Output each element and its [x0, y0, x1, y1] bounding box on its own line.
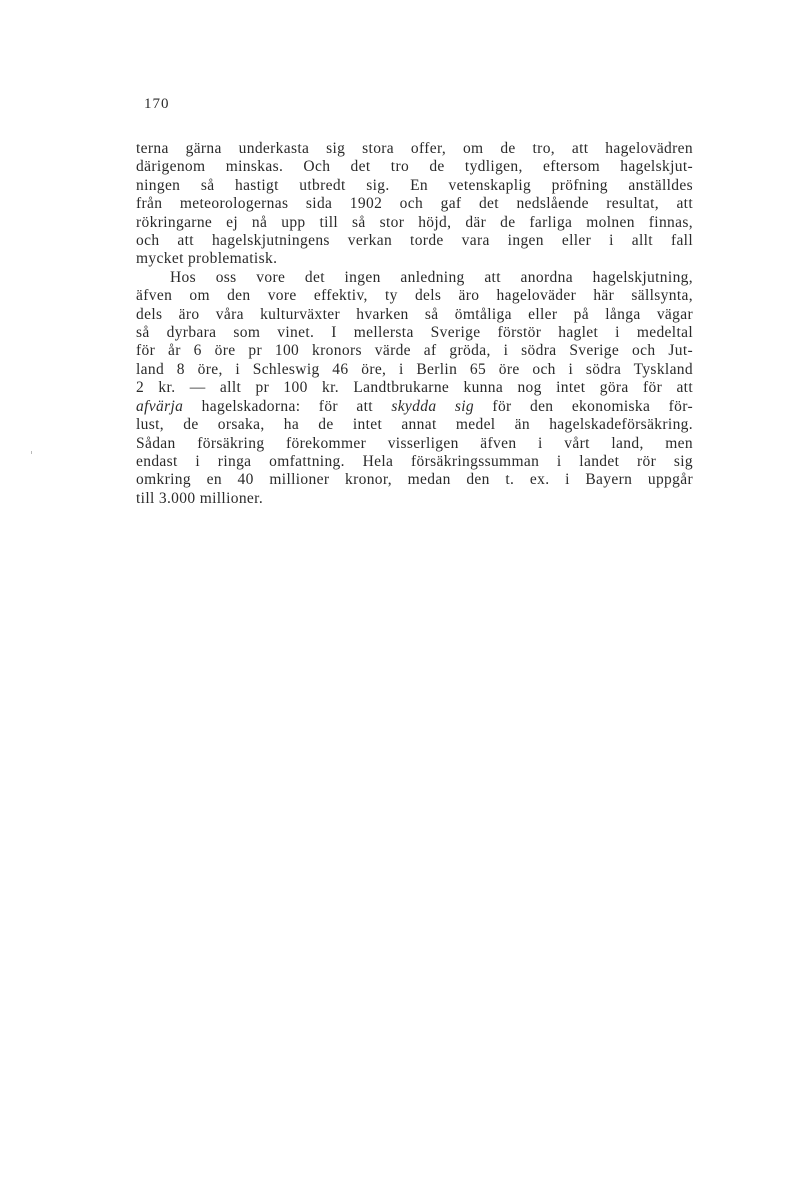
text-line: endast i ringa omfattning. Hela försäkringssumman i landet rör sig — [136, 452, 693, 470]
text-line: Sådan försäkring förekommer visserligen äfven i vårt land, men — [136, 434, 693, 452]
text-line: till 3.000 millioner. — [136, 489, 264, 507]
text-line: terna gärna underkasta sig stora offer, om de tro, att hagelovädren — [136, 140, 693, 157]
text-line: 2 kr. — allt pr 100 kr. Landtbrukarne kunna nog intet göra för att — [136, 379, 693, 397]
text-segment: för den ekonomiska för- — [474, 397, 693, 415]
text-line: därigenom minskas. Och det tro de tydligen, eftersom hagelskjut- — [136, 158, 693, 176]
text-line: dels äro våra kulturväxter hvarken så ömtåliga eller på långa vägar — [136, 305, 693, 323]
text-line: omkring en 40 millioner kronor, medan den t. ex. i Bayern uppgår — [136, 471, 693, 489]
body-text — [136, 140, 693, 508]
margin-mark — [31, 451, 32, 454]
text-line: och att hagelskjutningens verkan torde vara ingen eller i allt fall — [136, 232, 693, 250]
text-line: äfven om den vore effektiv, ty dels äro hageloväder här sällsynta, — [136, 287, 693, 305]
text-line: för år 6 öre pr 100 kronors värde af gröda, i södra Sverige och Jut- — [136, 342, 693, 360]
emphasis-skydda-sig: skydda sig — [391, 397, 475, 415]
text-line: mycket problematisk. — [136, 250, 278, 268]
text-line: ningen så hastigt utbredt sig. En vetenskaplig pröfning anställdes — [136, 176, 693, 194]
text-line: land 8 öre, i Schleswig 46 öre, i Berlin 65 öre och i södra Tyskland — [136, 360, 693, 378]
text-line-with-emphasis — [136, 398, 693, 416]
text-line: Hos oss vore det ingen anledning att anordna hagelskjutning, — [170, 268, 693, 286]
text-segment: hagelskadorna: för att — [183, 397, 392, 415]
text-line: från meteorologernas sida 1902 och gaf det nedslående resultat, att — [136, 195, 693, 213]
text-line: så dyrbara som vinet. I mellersta Sverige förstör haglet i medeltal — [136, 324, 693, 342]
text-line: rökringarne ej nå upp till så stor höjd, där de farliga molnen finnas, — [136, 213, 693, 231]
text-line: lust, de orsaka, ha de intet annat medel än hagelskadeförsäkring. — [136, 416, 693, 434]
page-number: 170 — [144, 96, 170, 112]
emphasis-afvarja: afvärja — [136, 397, 184, 415]
